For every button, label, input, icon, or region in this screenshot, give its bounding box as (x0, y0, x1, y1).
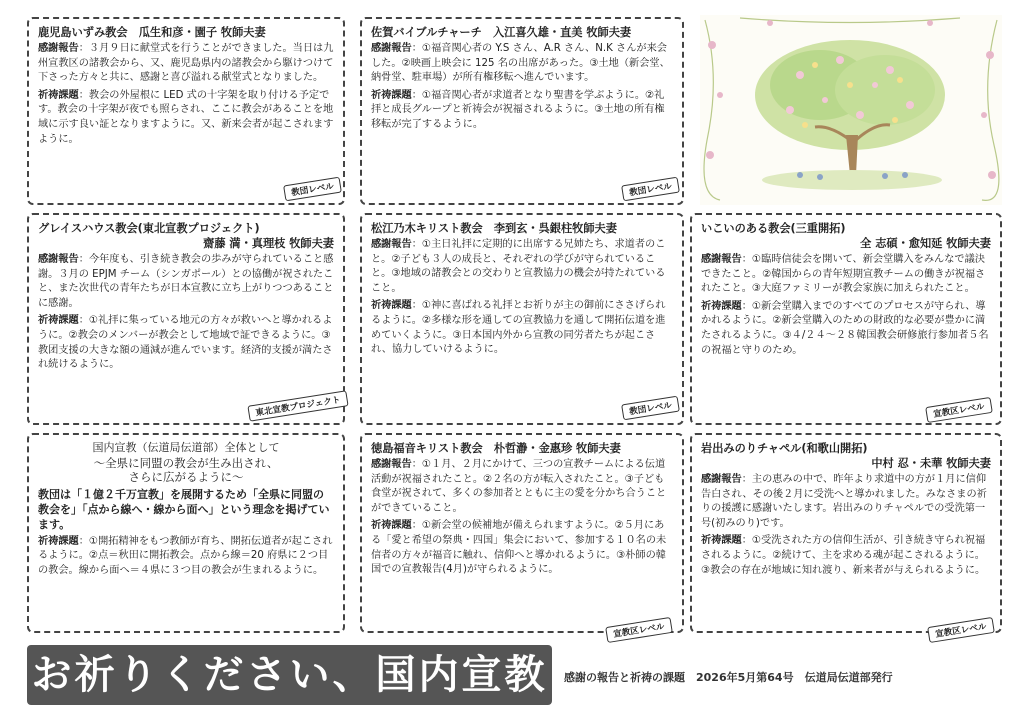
prayer-topics: 祈祷課題：①新会堂購入までのすべてのプロセスが守られ、導かれるように。②新会堂購入のための財政的な必要が豊かに満たされるように。③４/２４～２８韓国教会研修旅行参加者５名の祝福と守りのため。 (701, 300, 989, 356)
pastor-names: 齋藤 満・真理枝 牧師夫妻 (203, 237, 334, 250)
level-tag: 宣教区レベル (927, 617, 994, 643)
issue-footer: 感謝の報告と祈祷の課題 2026年5月第64号 伝道局伝道部発行 (564, 671, 893, 684)
thanks-report: 感謝報告：①１月、２月にかけて、三つの宣教チームによる伝道活動が祝福されたこと。②２名の方が転入されたこと。③子ども食堂が祝されて、多くの参加者とともに主の愛を分かち合うことができていること。 (371, 459, 667, 514)
prayer-topics: 祈祷課題：①開拓精神をもつ教師が育ち、開拓伝道者が起こされるように。②点＝秋田に開拓教会。点から線＝20 府県に２つ目の教会。線から面へ＝４県に３つ目の教会が生まれるように。 (38, 535, 333, 576)
level-tag: 東北宣教プロジェクト (247, 390, 348, 421)
tokushima-card (360, 433, 684, 633)
tree-illustration (700, 15, 1002, 205)
level-tag: 教団レベル (621, 396, 680, 421)
prayer-topics: 祈祷課題：教会の外屋根に LED 式の十字架を取り付ける予定です。教会の十字架が夜でも照らされ、ここに教会があることを地域に示す良い証となりますように。又、新来会者が起こされますように。 (38, 89, 334, 145)
thanks-report: 感謝報告：今年度も、引き続き教会の歩みが守られていること感謝。３月の EPJM チーム（シンガポール）との協働が祝されたこと、また次世代の青年たちが日本宣教に立ち上がりつつあることに感謝。 (38, 254, 334, 309)
thanks-report: 感謝報告：①臨時信徒会を開いて、新会堂購入をみんなで議決できたこと。②韓国からの青年短期宣教チームの働きが祝福されたこと。③大庭ファミリーが教会家族に加えられたこと。 (701, 254, 986, 295)
ikoi-card (690, 213, 1002, 425)
pastor-names: 中村 忍・未華 牧師夫妻 (871, 457, 991, 470)
card-title: グレイスハウス教会(東北宣教プロジェクト) (38, 222, 260, 235)
iwade-minori-card (690, 433, 1002, 633)
grace-house-card (27, 213, 345, 425)
prayer-topics: 祈祷課題：①福音関心者が求道者となり聖書を学ぶように。②礼拝と成長グループと祈祷会が祝福されるように。③土地の所有権移転が完了するように。 (371, 89, 665, 130)
thanks-report: 感謝報告：主の恵みの中で、昨年より求道中の方が１月に信仰告白され、その後２月に受洗へと導かれました。みなさまの祈りの援護に感謝いたします。岩出みのりチャペルでの受洗第一号(初みのり)です。 (701, 474, 987, 529)
card-title: 鹿児島いずみ教会 瓜生和彦・園子 牧師夫妻 (38, 26, 266, 39)
card-title: 佐賀バイブルチャーチ 入江喜久雄・直美 牧師夫妻 (371, 26, 632, 39)
section-slogan-2: さらに広がるように～ (128, 470, 244, 485)
prayer-topics: 祈祷課題：①神に喜ばれる礼拝とお祈りが主の御前にささげられるように。②多様な形を通しての宣教協力を通して開拓伝道を進めていくように。③日本国内外から宣教の同労者たちが起こされ、協力していけるように。 (371, 300, 666, 356)
pastor-names: 全 志碩・愈知延 牧師夫妻 (860, 237, 991, 250)
level-tag: 宣教区レベル (605, 617, 672, 643)
saga-card (360, 17, 684, 205)
title-banner: お祈りください、国内宣教 (27, 645, 552, 705)
card-title: 松江乃木キリスト教会 李到玄・呉銀柱牧師夫妻 (371, 222, 617, 235)
matsue-card (360, 213, 684, 425)
card-title: 徳島福音キリスト教会 朴哲瀞・金惠珍 牧師夫妻 (371, 442, 621, 455)
card-title: いこいのある教会(三重開拓) (701, 222, 846, 235)
card-title: 岩出みのりチャペル(和歌山開拓) (701, 442, 868, 455)
level-tag: 教団レベル (283, 177, 342, 202)
kagoshima-card (27, 17, 345, 205)
level-tag: 宣教区レベル (925, 397, 992, 423)
thanks-report: 感謝報告：①福音関心者の Y.S さん、A.R さん、N.K さんが来会した。②映画上映会に 125 名の出席があった。③土地（新会堂、納骨堂、駐車場）が所有権移転へ進んでいます。 (371, 43, 670, 84)
section-slogan: ～全県に同盟の教会が生み出され、 (93, 455, 279, 470)
level-tag: 教団レベル (621, 177, 680, 202)
mission-statement: 教団は「１億２千万宣教」を展開するため「全県に同盟の教会を」「点から線へ・線から面へ」という理念を掲げています。 (38, 487, 330, 531)
domestic-mission-card (27, 433, 345, 633)
thanks-report: 感謝報告：①主日礼拝に定期的に出席する兄姉たち、求道者のこと。②子ども３人の成長と、それぞれの学びが守られていること。③地域の諸教会との交わりと宣教協力の機会が持たれていること。 (371, 239, 666, 294)
prayer-topics: 祈祷課題：①受洗された方の信仰生活が、引き続き守られ祝福されるように。②続けて、主を求める魂が起こされるように。③教会の存在が地域に知れ渡り、新来者が与えられるように。 (701, 535, 986, 576)
thanks-report: 感謝報告：３月９日に献堂式を行うことができました。当日は九州宣教区の諸教会から、又、鹿児島県内の諸教会から駆けつけて下さった方々と共に、感謝と喜び溢れる献堂式となりました。 (38, 43, 334, 84)
prayer-topics: 祈祷課題：①新会堂の候補地が備えられますように。②５月にある「愛と希望の祭典・四国」集会において、参加する１０名の未信者の方々が福音に触れ、信仰へと導かれるように。③朴師の韓国での宣教報告(4月)が守られるように。 (371, 520, 667, 576)
prayer-topics: 祈祷課題：①礼拝に集っている地元の方々が救いへと導かれるように。②教会のメンバーが教会として地域で証できるように。③教团支援の大きな額の通減が進んでいます。経済的支援が満たされ続けるように。 (38, 315, 333, 371)
section-heading: 国内宣教（伝道局伝道部）全体として (92, 441, 280, 454)
